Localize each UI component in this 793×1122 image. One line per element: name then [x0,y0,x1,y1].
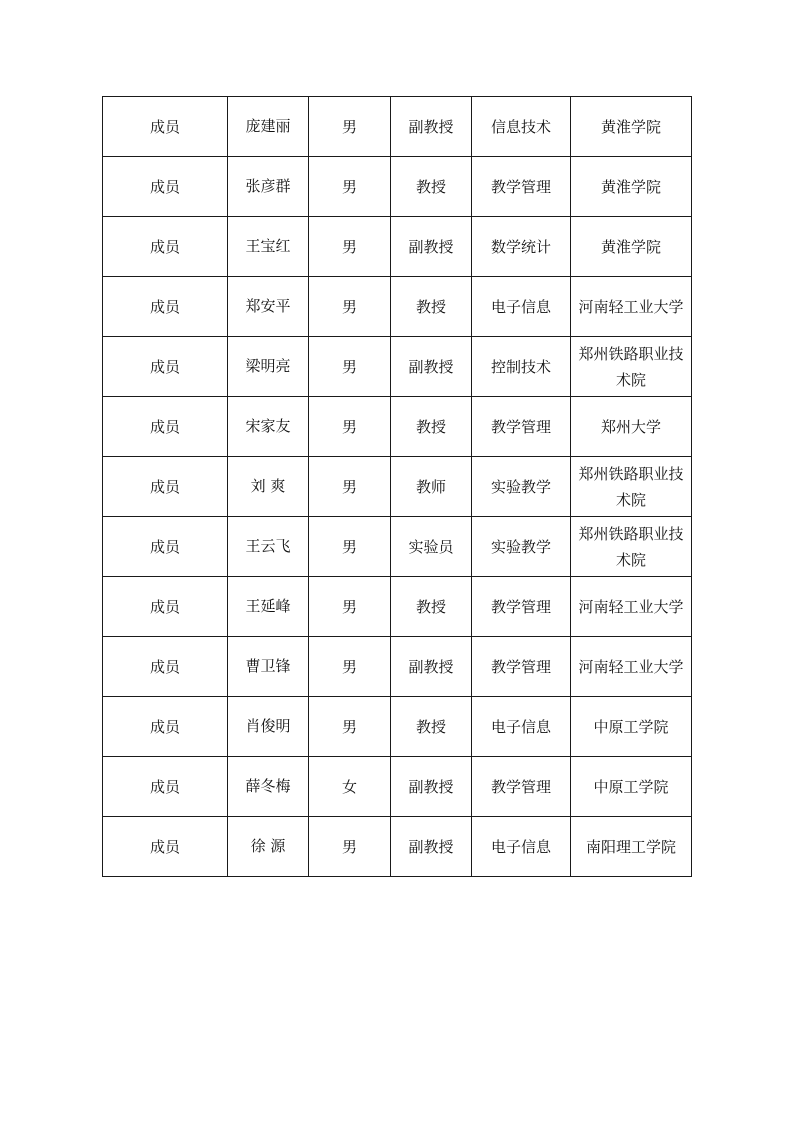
field-cell: 实验教学 [472,517,571,577]
name-cell: 肖俊明 [228,697,309,757]
unit-cell: 河南轻工业大学 [571,577,692,637]
role-cell: 成员 [103,277,228,337]
table-row [103,337,692,397]
role-cell: 成员 [103,457,228,517]
field-cell: 电子信息 [472,697,571,757]
title-cell: 副教授 [391,97,472,157]
title-cell: 教授 [391,697,472,757]
name-cell: 徐 源 [228,817,309,877]
table-row [103,757,692,817]
title-cell: 教授 [391,397,472,457]
name-cell: 薛冬梅 [228,757,309,817]
unit-cell: 黄淮学院 [571,217,692,277]
gender-cell: 男 [309,517,391,577]
field-cell: 电子信息 [472,277,571,337]
unit-cell: 郑州铁路职业技术院 [571,517,692,577]
table-row [103,397,692,457]
table-row [103,97,692,157]
members-table-body [103,97,692,877]
gender-cell: 男 [309,217,391,277]
field-cell: 数学统计 [472,217,571,277]
unit-cell: 河南轻工业大学 [571,637,692,697]
table-row [103,517,692,577]
unit-cell: 黄淮学院 [571,157,692,217]
unit-cell: 南阳理工学院 [571,817,692,877]
unit-cell: 郑州大学 [571,397,692,457]
title-cell: 教师 [391,457,472,517]
field-cell: 控制技术 [472,337,571,397]
role-cell: 成员 [103,637,228,697]
name-cell: 梁明亮 [228,337,309,397]
table-row [103,637,692,697]
field-cell: 实验教学 [472,457,571,517]
title-cell: 副教授 [391,757,472,817]
name-cell: 郑安平 [228,277,309,337]
members-table [102,96,692,877]
role-cell: 成员 [103,697,228,757]
gender-cell: 男 [309,697,391,757]
title-cell: 副教授 [391,637,472,697]
name-cell: 王云飞 [228,517,309,577]
gender-cell: 男 [309,397,391,457]
unit-cell: 郑州铁路职业技术院 [571,337,692,397]
role-cell: 成员 [103,217,228,277]
name-cell: 刘 爽 [228,457,309,517]
name-cell: 王延峰 [228,577,309,637]
name-cell: 曹卫锋 [228,637,309,697]
table-row [103,157,692,217]
title-cell: 实验员 [391,517,472,577]
gender-cell: 男 [309,157,391,217]
role-cell: 成员 [103,337,228,397]
role-cell: 成员 [103,817,228,877]
role-cell: 成员 [103,97,228,157]
gender-cell: 男 [309,817,391,877]
title-cell: 副教授 [391,817,472,877]
field-cell: 教学管理 [472,157,571,217]
role-cell: 成员 [103,577,228,637]
gender-cell: 男 [309,457,391,517]
role-cell: 成员 [103,757,228,817]
field-cell: 电子信息 [472,817,571,877]
name-cell: 庞建丽 [228,97,309,157]
table-row [103,817,692,877]
field-cell: 教学管理 [472,637,571,697]
table-row [103,217,692,277]
field-cell: 教学管理 [472,397,571,457]
gender-cell: 男 [309,277,391,337]
gender-cell: 女 [309,757,391,817]
role-cell: 成员 [103,517,228,577]
unit-cell: 郑州铁路职业技术院 [571,457,692,517]
title-cell: 教授 [391,577,472,637]
title-cell: 教授 [391,157,472,217]
table-row [103,457,692,517]
title-cell: 教授 [391,277,472,337]
gender-cell: 男 [309,97,391,157]
unit-cell: 黄淮学院 [571,97,692,157]
name-cell: 王宝红 [228,217,309,277]
gender-cell: 男 [309,637,391,697]
unit-cell: 中原工学院 [571,757,692,817]
field-cell: 信息技术 [472,97,571,157]
title-cell: 副教授 [391,337,472,397]
role-cell: 成员 [103,397,228,457]
unit-cell: 河南轻工业大学 [571,277,692,337]
gender-cell: 男 [309,337,391,397]
table-row [103,577,692,637]
field-cell: 教学管理 [472,577,571,637]
table-row [103,277,692,337]
unit-cell: 中原工学院 [571,697,692,757]
table-row [103,697,692,757]
field-cell: 教学管理 [472,757,571,817]
name-cell: 宋家友 [228,397,309,457]
role-cell: 成员 [103,157,228,217]
name-cell: 张彦群 [228,157,309,217]
title-cell: 副教授 [391,217,472,277]
gender-cell: 男 [309,577,391,637]
